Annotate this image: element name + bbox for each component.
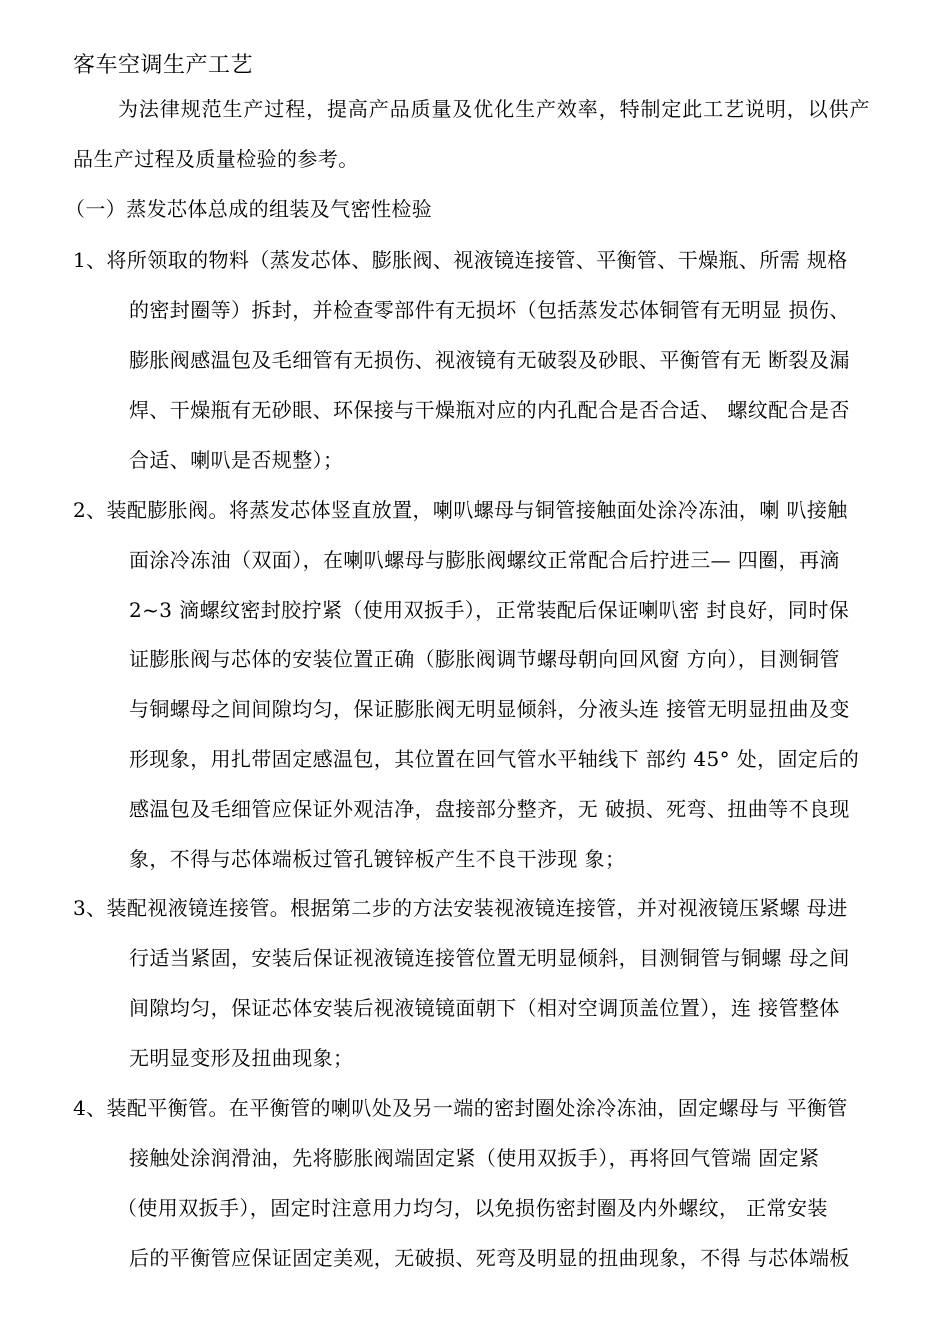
list-item-line: 2~3 滴螺纹密封胶拧紧（使用双扳手），正常装配后保证喇叭密 封良好，同时保 [129,598,850,622]
list-item-line: 接触处涂润滑油，先将膨胀阀端固定紧（使用双扳手），再将回气管端 固定紧 [129,1146,820,1170]
list-item-line: 4、装配平衡管。在平衡管的喇叭处及另一端的密封圈处涂冷冻油，固定螺母与 平衡管 [73,1096,848,1120]
list-item-line: 后的平衡管应保证固定美观，无破损、死弯及明显的扭曲现象，不得 与芯体端板 [129,1246,850,1270]
list-item-line: 无明显变形及扭曲现象； [129,1046,354,1070]
list-item-line: 证膨胀阀与芯体的安装位置正确（膨胀阀调节螺母朝向回风窗 方向），目测铜管 [129,647,840,671]
list-item-line: 膨胀阀感温包及毛细管有无损伤、视液镜有无破裂及砂眼、平衡管有无 断裂及漏 [129,348,850,372]
list-item-line: （使用双扳手），固定时注意用力均匀，以免损伤密封圈及内外螺纹， 正常安装 [117,1196,828,1220]
intro-paragraph-line: 品生产过程及质量检验的参考。 [73,147,359,171]
intro-paragraph-line: 为法律规范生产过程，提高产品质量及优化生产效率，特制定此工艺说明，以供产 [118,97,871,121]
list-item-line: 2、装配膨胀阀。将蒸发芯体竖直放置，喇叭螺母与铜管接触面处涂冷冻油，喇 叭接触 [73,498,848,522]
list-item-line: 合适、喇叭是否规整）； [129,448,344,472]
list-item-line: 面涂冷冻油（双面），在喇叭螺母与膨胀阀螺纹正常配合后拧进三— 四圈，再滴 [129,548,840,572]
list-item-line: 感温包及毛细管应保证外观洁净，盘接部分整齐，无 破损、死弯、扭曲等不良现 [129,797,850,821]
list-item-line: 的密封圈等）拆封，并检查零部件有无损坏（包括蒸发芯体铜管有无明显 损伤、 [129,298,850,322]
section-heading: （一）蒸发芯体总成的组装及气密性检验 [65,197,433,221]
document-title: 客车空调生产工艺 [73,53,254,78]
list-item-line: 象，不得与芯体端板过管孔镀锌板产生不良干涉现 象； [129,847,626,871]
list-item-line: 1、将所领取的物料（蒸发芯体、膨胀阀、视液镜连接管、平衡管、干燥瓶、所需 规格 [73,248,848,272]
list-item-line: 形现象，用扎带固定感温包，其位置在回气管水平轴线下 部约 45° 处，固定后的 [129,747,860,771]
list-item-line: 行适当紧固，安装后保证视液镜连接管位置无明显倾斜，目测铜管与铜螺 母之间 [129,946,850,970]
list-item-line: 与铜螺母之间间隙均匀，保证膨胀阀无明显倾斜，分液头连 接管无明显扭曲及变 [129,697,850,721]
list-item-line: 3、装配视液镜连接管。根据第二步的方法安装视液镜连接管，并对视液镜压紧螺 母进 [73,896,848,920]
list-item-line: 焊、干燥瓶有无砂眼、环保接与干燥瓶对应的内孔配合是否合适、 螺纹配合是否 [129,398,850,422]
list-item-line: 间隙均匀，保证芯体安装后视液镜镜面朝下（相对空调顶盖位置），连 接管整体 [129,996,840,1020]
